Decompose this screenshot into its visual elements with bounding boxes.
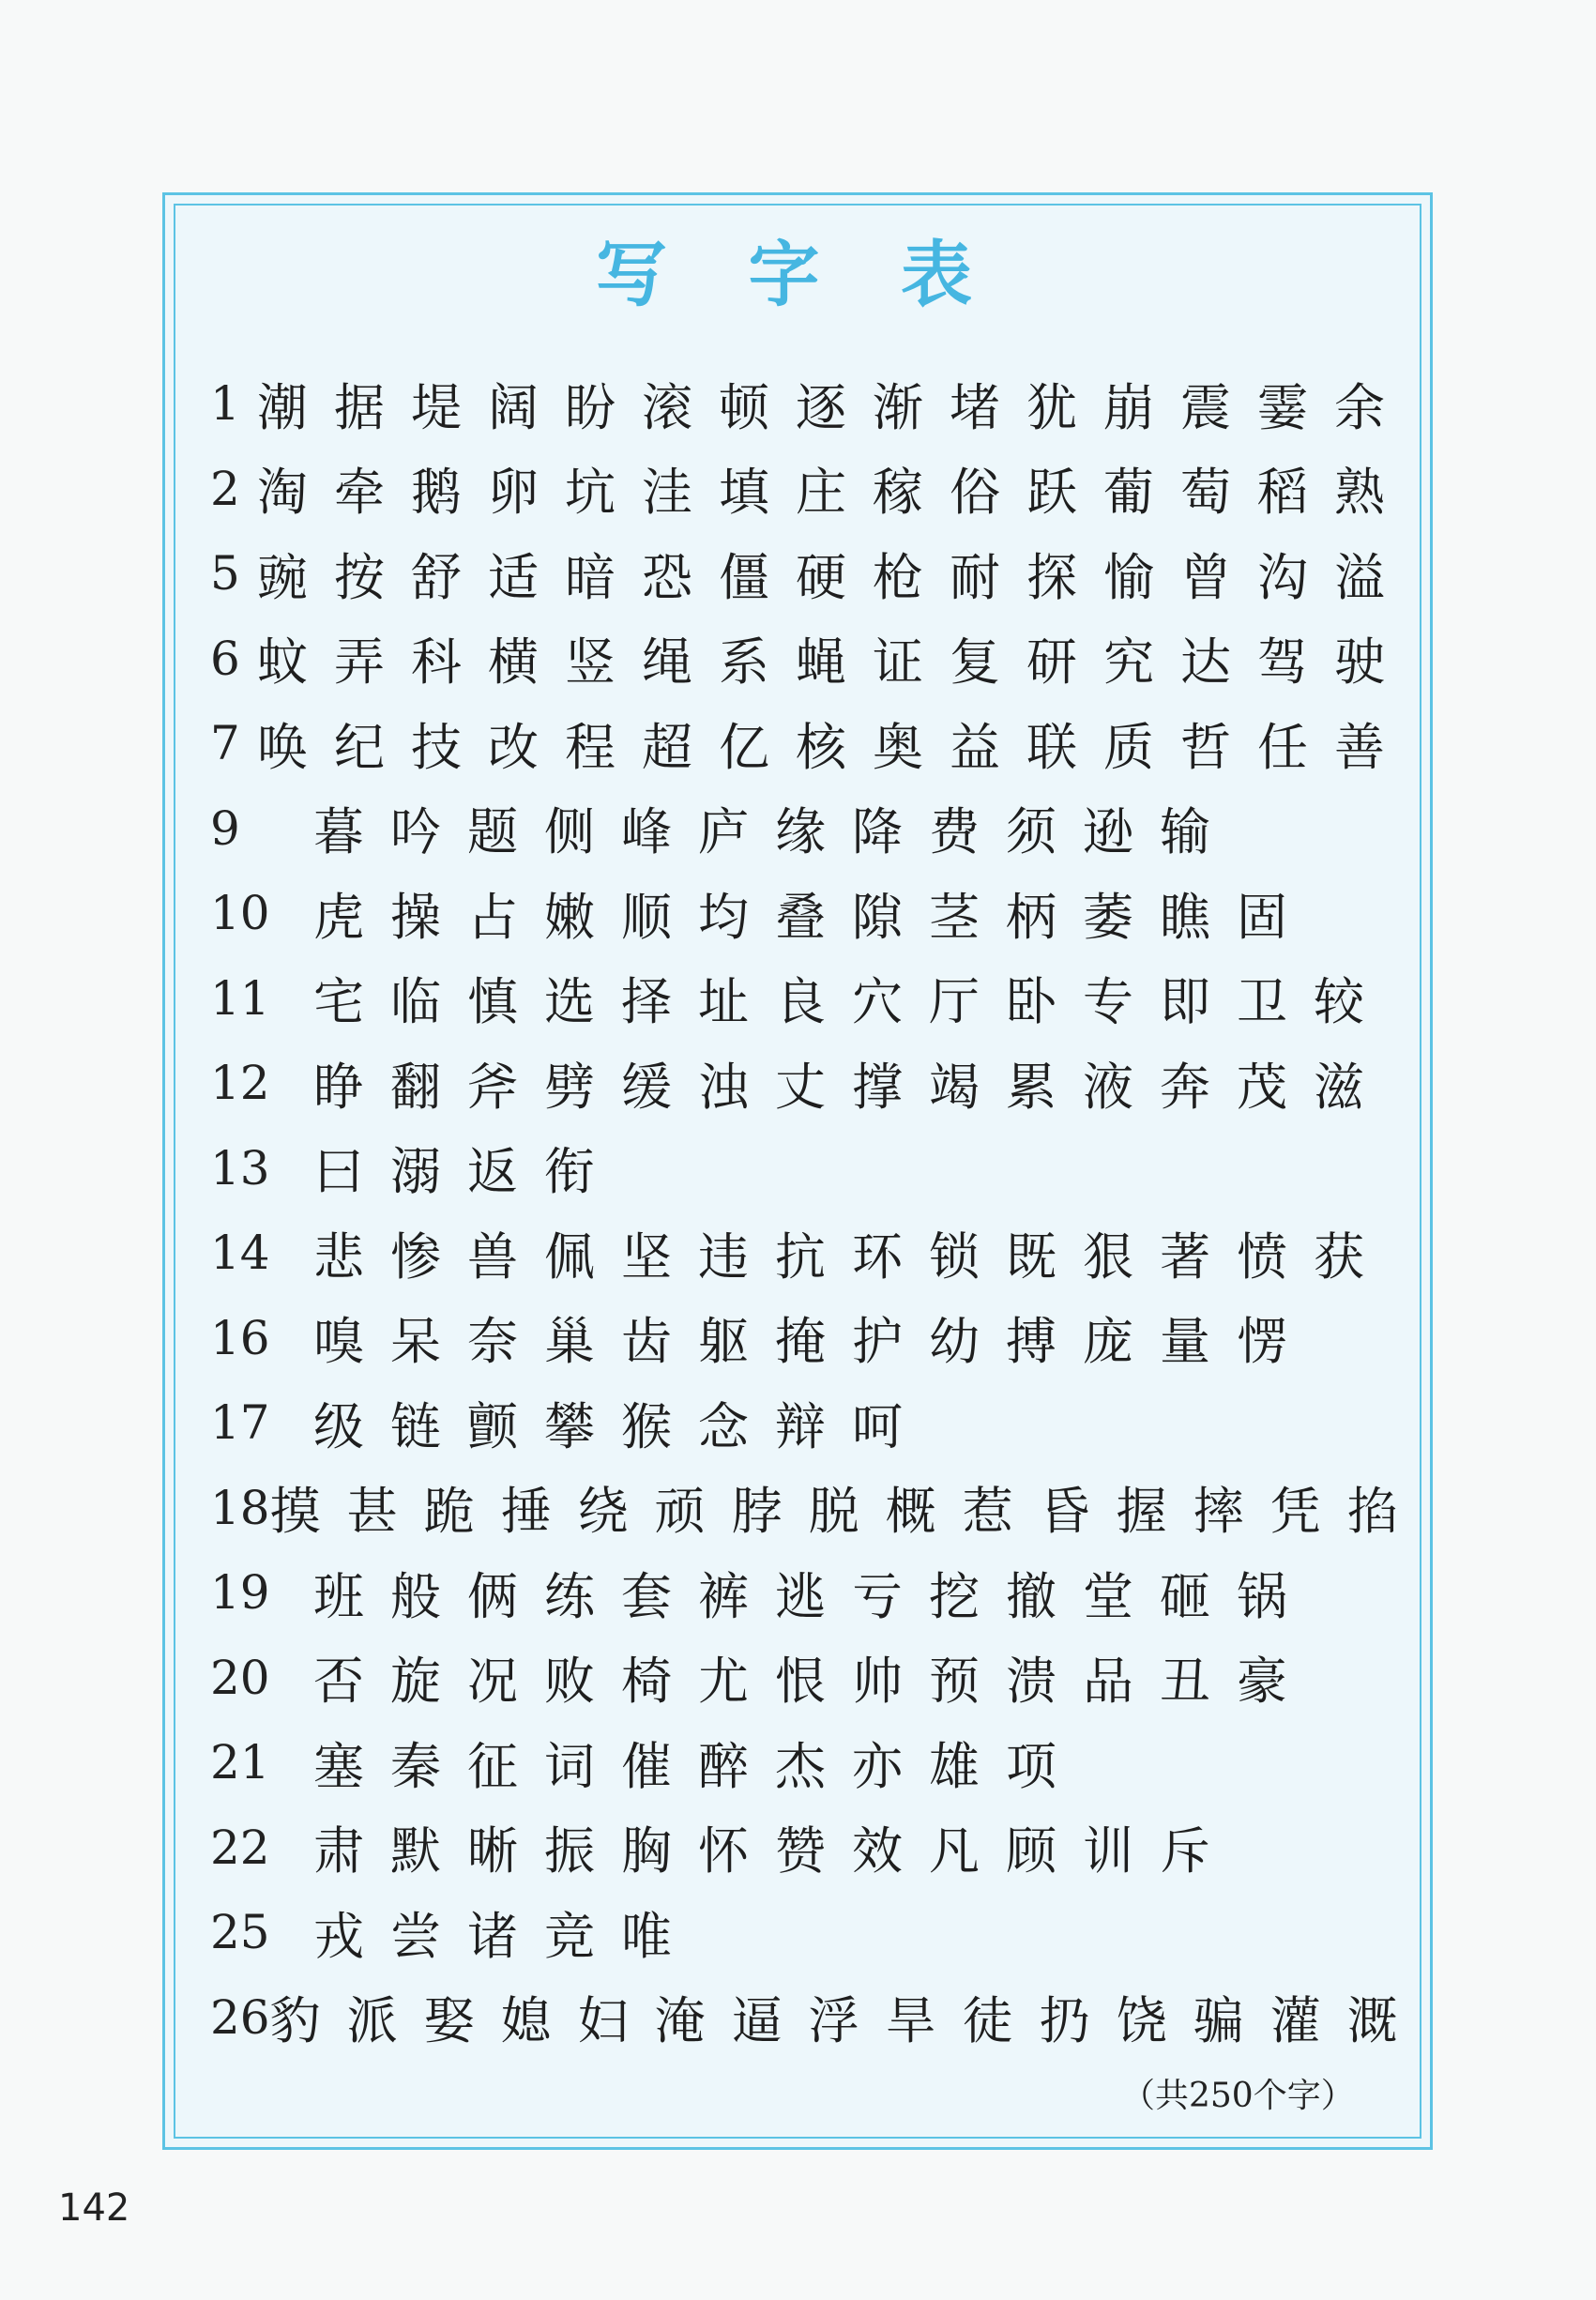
page-title: 写 字 表 <box>596 233 1000 316</box>
lesson-number: 13 <box>210 1140 270 1196</box>
lesson-characters: 淘牵鹅卵坑洼填庄稼俗跃葡萄稻熟 <box>257 463 1411 523</box>
lesson-number: 10 <box>210 886 270 941</box>
lesson-number: 1 <box>210 376 240 432</box>
lesson-characters: 睁翻斧劈缓浊丈撑竭累液奔茂滋 <box>313 1057 1391 1117</box>
table-row <box>210 1380 1411 1466</box>
lesson-number: 12 <box>210 1056 270 1111</box>
lesson-number: 6 <box>210 631 240 686</box>
table-row <box>210 1975 1424 2061</box>
table-row <box>210 956 1411 1042</box>
lesson-number: 2 <box>210 461 240 516</box>
lesson-characters: 豹派娶媳妇淹逼浮旱徒扔饶骗灌溉 <box>269 1991 1424 2051</box>
table-row <box>210 1890 1411 1975</box>
lesson-number: 5 <box>210 546 240 602</box>
table-row <box>210 447 1411 532</box>
lesson-number: 25 <box>210 1905 270 1960</box>
lesson-number: 17 <box>210 1395 270 1451</box>
lesson-characters: 肃默晰振胸怀赞效凡顾训斥 <box>313 1821 1237 1881</box>
table-row <box>210 786 1411 872</box>
total-count: （共250个字） <box>1121 2077 1355 2115</box>
lesson-number: 19 <box>210 1565 270 1621</box>
table-row <box>210 1296 1411 1381</box>
lesson-characters: 班般俩练套裤逃亏挖撤堂砸锅 <box>313 1566 1314 1626</box>
table-row <box>210 871 1411 956</box>
table-row <box>210 617 1411 702</box>
lesson-characters: 宅临慎选择址良穴厅卧专即卫较 <box>313 972 1391 1032</box>
lesson-characters: 级链颤攀猴念辩呵 <box>313 1396 929 1456</box>
lesson-characters: 悲惨兽佩坚违抗环锁既狠著愤获 <box>313 1226 1391 1287</box>
table-row <box>210 701 1411 786</box>
lesson-characters: 嗅呆奈巢齿躯掩护幼搏庞量愣 <box>313 1312 1314 1372</box>
lesson-characters: 豌按舒适暗恐僵硬枪耐探愉曾沟溢 <box>257 547 1411 607</box>
lesson-characters: 塞秦征词催醉杰亦雄项 <box>313 1736 1083 1796</box>
lesson-number: 20 <box>210 1650 270 1705</box>
lesson-characters: 蚊弄科横竖绳系蝇证复研究达驾驶 <box>257 632 1411 693</box>
lesson-number: 11 <box>210 970 270 1026</box>
table-row <box>210 1126 1411 1211</box>
lesson-number: 21 <box>210 1735 270 1790</box>
table-row <box>210 531 1411 617</box>
lesson-characters: 虎操占嫩顺均叠隙茎柄萎瞧固 <box>313 887 1314 947</box>
character-rows <box>210 361 1424 2060</box>
lesson-characters: 否旋况败椅尤恨帅预溃品丑豪 <box>313 1652 1314 1712</box>
table-row <box>210 1550 1411 1636</box>
lesson-number: 22 <box>210 1820 270 1875</box>
lesson-number: 7 <box>210 716 240 771</box>
lesson-number: 26 <box>210 1989 270 2045</box>
table-row <box>210 361 1411 447</box>
lesson-characters: 潮据堤阔盼滚顿逐渐堵犹崩震霎余 <box>257 377 1411 437</box>
page-number: 142 <box>58 2186 130 2230</box>
lesson-characters: 曰溺返衔 <box>313 1142 621 1202</box>
lesson-characters: 唤纪技改程超亿核奥益联质哲任善 <box>257 717 1411 777</box>
lesson-characters: 暮吟题侧峰庐缘降费须逊输 <box>313 802 1237 862</box>
lesson-number: 18 <box>210 1480 270 1535</box>
lesson-number: 16 <box>210 1310 270 1365</box>
table-row <box>210 1805 1411 1891</box>
lesson-characters: 戎尝诸竞唯 <box>313 1906 698 1966</box>
table-row <box>210 1466 1424 1551</box>
lesson-characters: 摸甚跪捶绕顽脖脱概惹昏握摔凭掐 <box>269 1482 1424 1542</box>
lesson-number: 9 <box>210 800 240 856</box>
table-row <box>210 1636 1411 1721</box>
table-row <box>210 1211 1411 1296</box>
lesson-number: 14 <box>210 1226 270 1281</box>
table-row <box>210 1041 1411 1126</box>
table-row <box>210 1720 1411 1805</box>
